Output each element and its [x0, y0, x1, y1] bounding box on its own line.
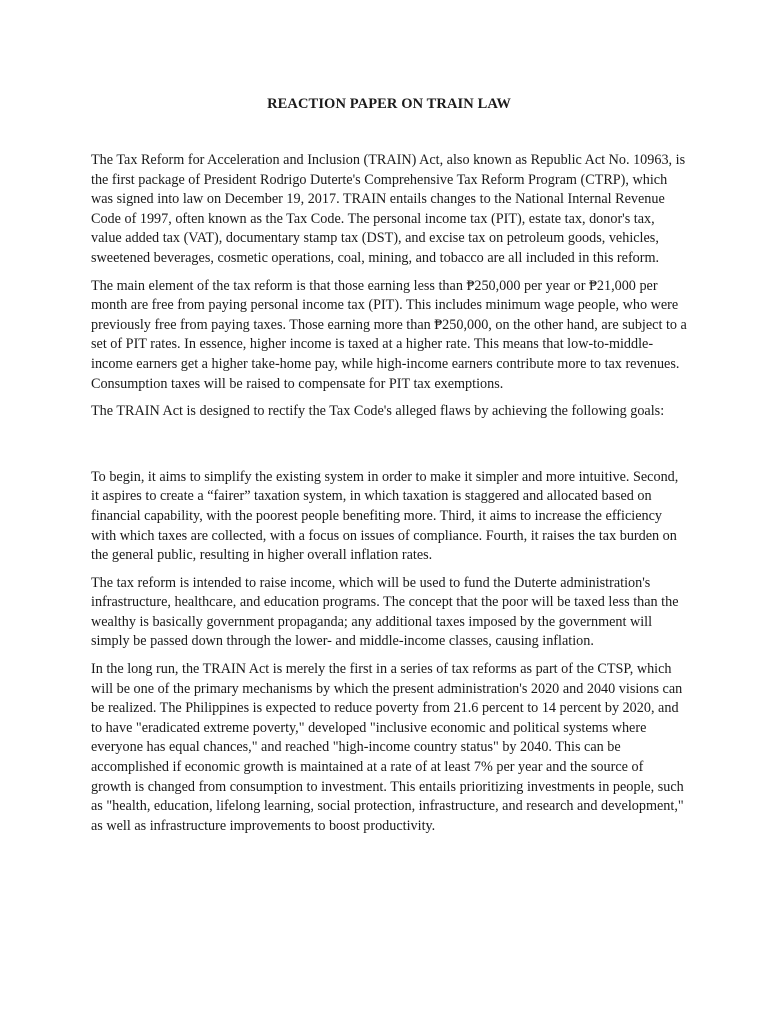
paragraph-long-run: In the long run, the TRAIN Act is merely the first in a series of tax reforms as part of the CTSP, which will be one of the primary mechanisms by which the present administration's 2020 and 2040 visions can be realized. The Philippines is expected to reduce poverty from 21.6 percent to 14 percent by 2020, and to have "eradicated extreme poverty," developed "inclusive economic and political systems where everyone has equal chances," and reached "high-income country status" by 2040. This can be accomplished if economic growth is maintained at a rate of at least 7% per year and the source of growth is changed from consumption to investment. This entails prioritizing investments in people, such as "health, education, lifelong learning, social protection, infrastructure, and research and development," as well as infrastructure improvements to boost productivity.	[91, 661, 684, 834]
paragraph-income-purpose: The tax reform is intended to raise income, which will be used to fund the Duterte administration's infrastructure, healthcare, and education programs. The concept that the poor will be taxed less than the wealthy is basically government propaganda; any additional taxes imposed by the government will simply be passed down through the lower- and middle-income classes, causing inflation.	[91, 574, 679, 650]
paragraph-goals-intro: The TRAIN Act is designed to rectify the Tax Code's alleged flaws by achieving the following goals:	[91, 403, 665, 420]
blank-space	[91, 430, 687, 468]
paragraph-intro: The Tax Reform for Acceleration and Inclusion (TRAIN) Act, also known as Republic Act No. 10963, is the first package of President Rodrigo Duterte's Comprehensive Tax Reform Program (CTRP), which was signed into law on December 19, 2017. TRAIN entails changes to the National Internal Revenue Code of 1997, often known as the Tax Code. The personal income tax (PIT), estate tax, donor's tax, value added tax (VAT), documentary stamp tax (DST), and excise tax on petroleum goods, vehicles, sweetened beverages, cosmetic operations, coal, mining, and tobacco are all included in this reform.	[91, 152, 686, 266]
document-title: REACTION PAPER ON TRAIN LAW	[267, 96, 511, 112]
document-page	[91, 96, 687, 844]
paragraph-goals-list: To begin, it aims to simplify the existing system in order to make it simpler and more intuitive. Second, it aspires to create a “fairer” taxation system, in which taxation is staggered and allocated based on financial capability, with the poorest people benefiting more. Third, it aims to increase the efficiency with which taxes are collected, with a focus on issues of compliance. Fourth, it raises the tax burden on the general public, resulting in higher overall inflation rates.	[91, 468, 679, 564]
paragraph-main-element: The main element of the tax reform is that those earning less than ₱250,000 per year or ₱21,000 per month are free from paying personal income tax (PIT). This includes minimum wage people, who were previously free from paying taxes. Those earning more than ₱250,000, on the other hand, are subject to a set of PIT rates. In essence, higher income is taxed at a higher rate. This means that low-to-middle-income earners get a higher take-home pay, while high-income earners contribute more to tax revenues. Consumption taxes will be raised to compensate for PIT tax exemptions.	[91, 277, 687, 392]
